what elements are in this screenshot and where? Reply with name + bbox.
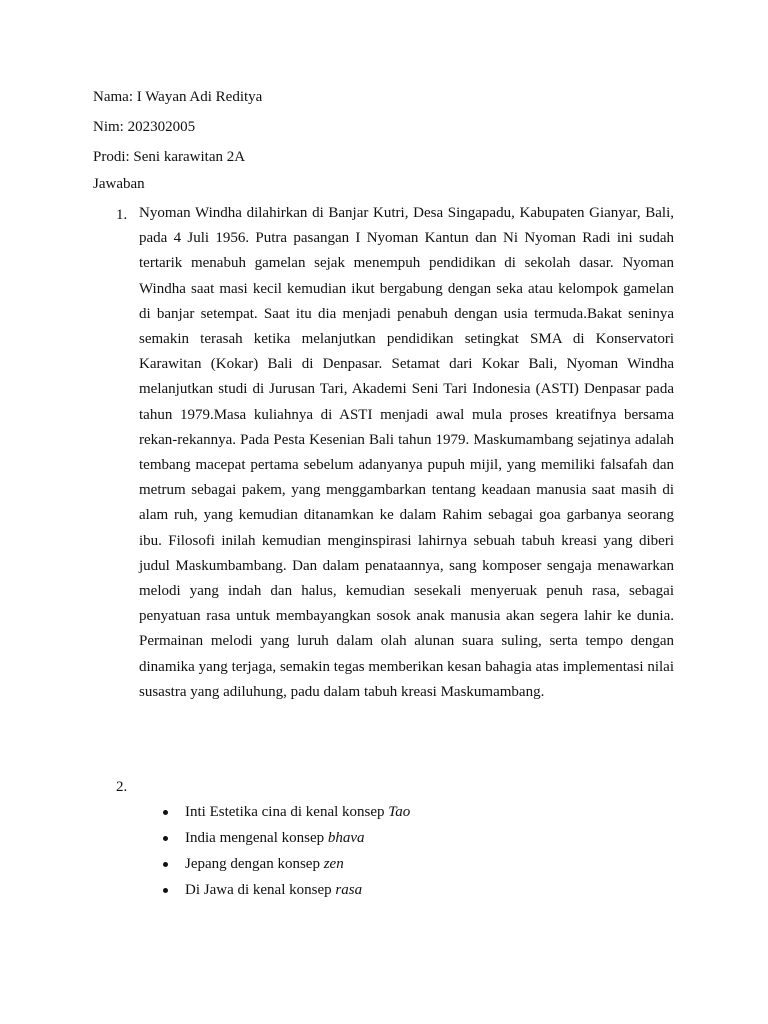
list-item-text: Di Jawa di kenal konsep xyxy=(185,882,336,898)
aesthetics-concept-list xyxy=(160,799,410,903)
list-item-text: Jepang dengan konsep xyxy=(185,856,324,872)
list-item xyxy=(160,799,410,825)
student-name: Nama: I Wayan Adi Reditya xyxy=(93,89,263,105)
answer-1-paragraph: Nyoman Windha dilahirkan di Banjar Kutri, Desa Singapadu, Kabupaten Gianyar, Bali, pada 4 Juli 1956. Putra pasangan I Nyoman Kantun dan Ni Nyoman Radi ini sudah tertarik menabuh gamelan sejak menempuh pendidikan di sekolah dasar. Nyoman Windha saat masi kecil kemudian ikut bergabung dengan seka atau kelompok gamelan di banjar setempat. Saat itu dia menjadi penabuh dengan usia termuda.Bakat seninya semakin terasah ketika melanjutkan pendidikan setingkat SMA di Konservatori Karawitan (Kokar) Bali di Denpasar. Setamat dari Kokar Bali, Nyoman Windha melanjutkan studi di Jurusan Tari, Akademi Seni Tari Indonesia (ASTI) Denpasar pada tahun 1979.Masa kuliahnya di ASTI menjadi awal mula proses kreatifnya bersama rekan-rekannya. Pada Pesta Kesenian Bali tahun 1979. Maskumambang sejatinya adalah tembang macepat pertama sebelum adanyanya pupuh mijil, yang memiliki falsafah dan metrum sebagai pakem, yang menggambarkan tentang keadaan manusia saat masih di alam ruh, yang kemudian ditanamkan ke dalam Rahim sebagai goa garbanya seorang ibu. Filosofi inilah kemudian menginspirasi lahirnya sebuah tabuh kreasi yang diberi judul Maskumbambang. Dan dalam penataannya, sang komposer sengaja menawarkan melodi yang indah dan halus, kemudian sesekali menyeruak penuh rasa, sebagai penyatuan rasa untuk membayangkan sosok anak manusia akan segera lahir ke dunia. Permainan melodi yang luruh dalam olah alunan suara suling, serta tempo dengan dinamika yang terjaga, semakin tegas memberikan kesan bahagia atas implementasi nilai susastra yang adiluhung, padu dalam tabuh kreasi Maskumambang. xyxy=(139,205,674,700)
list-item xyxy=(160,825,410,851)
list-item-term: bhava xyxy=(327,830,365,846)
list-item-term: zen xyxy=(323,856,344,872)
bullet-icon xyxy=(163,810,168,815)
list-item xyxy=(160,851,410,877)
list-item xyxy=(160,877,410,903)
bullet-icon xyxy=(163,862,168,867)
answers-heading: Jawaban xyxy=(93,176,145,192)
list-item-text: Inti Estetika cina di kenal konsep xyxy=(185,804,389,820)
list-item-term: rasa xyxy=(335,882,363,898)
study-program: Prodi: Seni karawitan 2A xyxy=(93,149,246,165)
bullet-icon xyxy=(163,836,168,841)
answer-2-number: 2. xyxy=(116,779,128,795)
answer-1-number: 1. xyxy=(116,207,128,223)
list-item-text: India mengenal konsep xyxy=(185,830,328,846)
student-nim: Nim: 202302005 xyxy=(93,119,196,135)
list-item-term: Tao xyxy=(388,804,411,820)
bullet-icon xyxy=(163,888,168,893)
